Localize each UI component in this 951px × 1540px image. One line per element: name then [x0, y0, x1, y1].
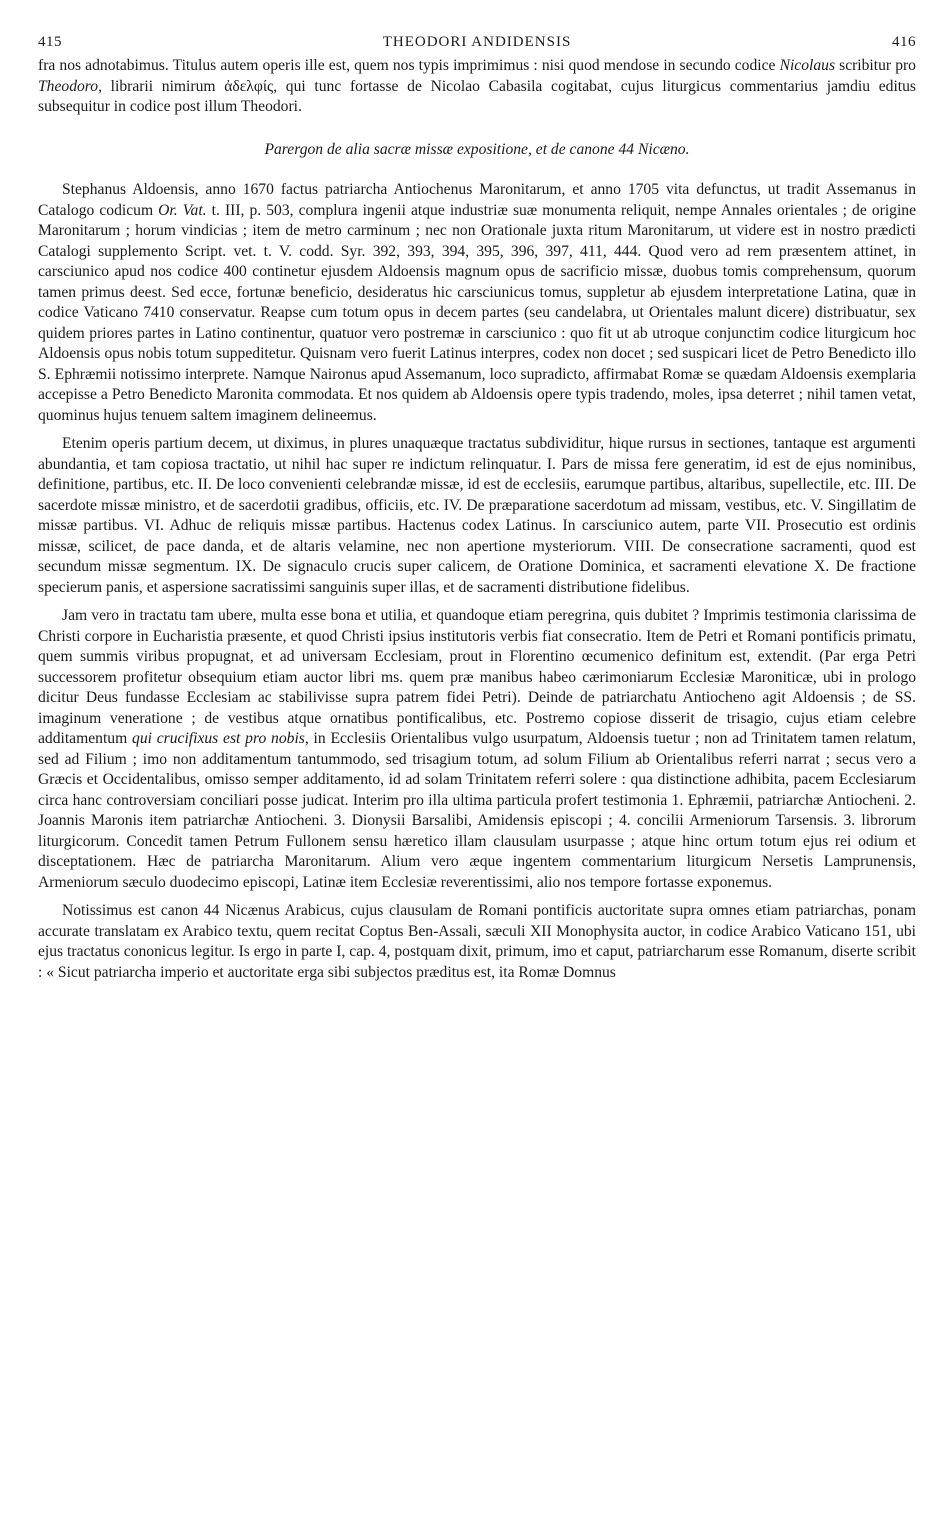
page [38, 34, 916, 983]
text-run: scribitur pro [835, 57, 916, 74]
running-header [38, 34, 916, 56]
paragraph-partes: Etenim operis partium decem, ut diximus, in plures unaquæque tractatus subdividitur, hique rursus in sectiones, tantaque est argumenti abundantia, et tam copiosa tractatio, ut nihil hac super re indictum relinquatur. I. Pars de missa fere generatim, id est de ejus nominibus, definitione, partibus, etc. II. De loco convenienti celebrandæ missæ, id est de ecclesiis, earumque partibus, altaribus, supellectile, etc. III. De sacerdote missæ ministro, et de sacerdotii gradibus, officiis, etc. IV. De præparatione sacerdotum ad missam, vestibus, etc. V. Singillatim de missæ partibus. VI. Adhuc de reliquis missæ partibus. Hactenus codex Latinus. In carsciunico autem, parte VII. Prosecutio est ordinis missæ, scilicet, de pace danda, et de altaris velamine, nec non apertione mysteriorum. VIII. De consecratione sacramenti, quod est secundum missæ segmentum. IX. De signaculo crucis super calicem, de Oratione Dominica, et sacramenti elevatione X. De fractione specierum panis, et aspersione sacratissimi sanguinis super illas, et de sacramenti distributione fidelibus. [38, 435, 916, 596]
paragraph-canon: Notissimus est canon 44 Nicænus Arabicus, cujus clausulam de Romani pontificis auctoritate supra omnes etiam patriarchas, ponam accurate translatam ex Arabico textu, quem recitat Coptus Ben-Assali, sæculi XII Monophysita auctor, in codice Arabico Vaticano 151, ubi ejus tractatus cononicus legitur. Is ergo in parte I, cap. 4, postquam dixit, primum, imo et caput, patriarcharum esse Romanum, diserte scribit : « Sicut patriarcha imperio et auctoritate erga sibi subjectos præditus est, ita Romæ Domnus [38, 902, 916, 981]
text-run: Jam vero in tractatu tam ubere, multa esse bona et utilia, et quandoque etiam peregrina, quis dubitet ? Imprimis testimonia clarissima de Christi corpore in Eucharistia præsente, et quod Christi ipsius institutoris verbis fiat consecratio. Item de Petri et Romani pontificis primatu, quem summis viribus propugnat, et ad universam Ecclesiam, prout in Florentino œcumenico definitum est, extendit. (Par erga Petri successorem profitetur obsequium etiam auctor libri ms. quem præ manibus habeo cærimoniarum Ecclesiæ Maroniticæ, ubi in prologo dicitur Deus fundasse Ecclesiam ac stabilivisse supra patrem fidei Petri). Deinde de patriarchatu Antiocheno agit Aldoensis ; de SS. imaginum veneratione ; de vestibus atque ornatibus pontificalibus, etc. Postremo copiose disserit de trisagio, cujus etiam celebre additamentum [38, 607, 916, 747]
running-title: THEODORI ANDIDENSIS [382, 34, 572, 50]
page-number-right: 416 [892, 34, 916, 50]
paragraph-aldoensis [38, 180, 916, 426]
italic-run: Nicolaus [779, 57, 836, 74]
text-run: librarii nimirum ἀδελφίς, qui tunc fortasse de Nicolao Cabasila cogitabat, cujus liturgicus commentarius jamdiu editus subsequitur in codice post illum Theodori. [38, 77, 916, 115]
page-number-left: 415 [38, 34, 62, 50]
italic-run: qui crucifixus est pro nobis, [132, 730, 309, 747]
italic-run: Or. Vat. [158, 201, 207, 219]
text-run: Stephanus Aldoensis, anno 1670 factus patriarcha Antiochenus Maronitarum, et anno 1705 vita defunctus, ut tradit Assemanus in Catalogo codicum [38, 181, 916, 219]
text-run: t. III, p. 503, complura ingenii atque industriæ suæ monumenta reliquit, nempe Annales orientales ; de origine Maronitarum ; horum vindicias ; item de metro carminum ; nec non Orationale juxta ritum Maronitarum, ut videre est in nostro prædicti Catalogi supplemento Script. vet. t. V. codd. Syr. 392, 393, 394, 395, 396, 397, 411, 444. Quod vero ad rem præsentem attinet, in carsciunico apud nos codice 400 continetur ejusdem Aldoensis magnum opus de sacrificio missæ, duobus tomis comprehensum, quorum tamen primus deest. Sed ecce, fortunæ beneficio, desideratus hic carsciunicus tomus, suppletur ab ejusdem interpretatione Latina, quæ in codice Vaticano 7410 conservatur. Reapse cum totum opus in decem partes (seu candelabra, ut Orientales malunt dicere) distribuatur, sex quidem priores partes in Latino continentur, quatuor vero postremæ in carsciunico : quo fit ut ab utroque conjunctim codice liturgicum hoc Aldoensis opus nobis totum suppeditetur. Quisnam vero fuerit Latinus interpres, codex non docet ; sed suspicari licet de Petro Benedicto illo S. Ephræmii notissimo interprete. Namque Naironus apud Assemanum, loco supradicto, affirmabat Romæ se quædam Aldoensis exemplaria accepisse a Petro Benedicto Maronita commodata. Et nos quidem ab Aldoensis opere typis tradendo, moles, ipsa deterret ; nihil tamen vetat, quominus hujus tenuem saltem imaginem delineemus. [38, 201, 916, 424]
text-run: fra nos adnotabimus. Titulus autem operis ille est, quem nos typis imprimimus : nisi quod mendose in secundo codice [38, 57, 780, 74]
section-subtitle: Parergon de alia sacræ missæ expositione, et de canone 44 Nicæno. [264, 140, 690, 158]
paragraph-tractatus [38, 606, 916, 893]
italic-run: Theodoro, [38, 77, 102, 95]
text-run: in Ecclesiis Orientalibus vulgo usurpatum, Aldoensis tuetur ; non ad Trinitatem tamen relatum, sed ad Filium ; imo non additamentum tantummodo, sed trisagium totum, ad solum Filium ab Orientalibus referri narrat ; secus vero a Græcis et Occidentalibus, omisso semper additamento, id ad solam Trinitatem referri solere : qua distinctione adhibita, pacem Ecclesiarum circa hanc controversiam conciliari posse judicat. Interim pro illa ultima particula profert testimonia 1. Ephræmii, patriarchæ Antiocheni. 2. Joannis Maronis item patriarchæ Antiocheni. 3. Dionysii Barsalibi, Amidensis episcopi ; 4. concilii Armeniorum Tarsensis. 3. librorum liturgicorum. Concedit tamen Petrum Fullonem sensu hæretico illam clausulam usurpasse ; atque hinc ortum totum ejus rei odium et disceptationem. Hæc de patriarcha Maronitarum. Alium vero æque ingentem commentarium liturgicum Nersetis Lamprunensis, Armeniorum sæculo duodecimo episcopi, Latinæ item Ecclesiæ reverentissimi, alio nos tempore fortasse exponemus. [38, 730, 917, 891]
paragraph-intro [38, 56, 916, 118]
